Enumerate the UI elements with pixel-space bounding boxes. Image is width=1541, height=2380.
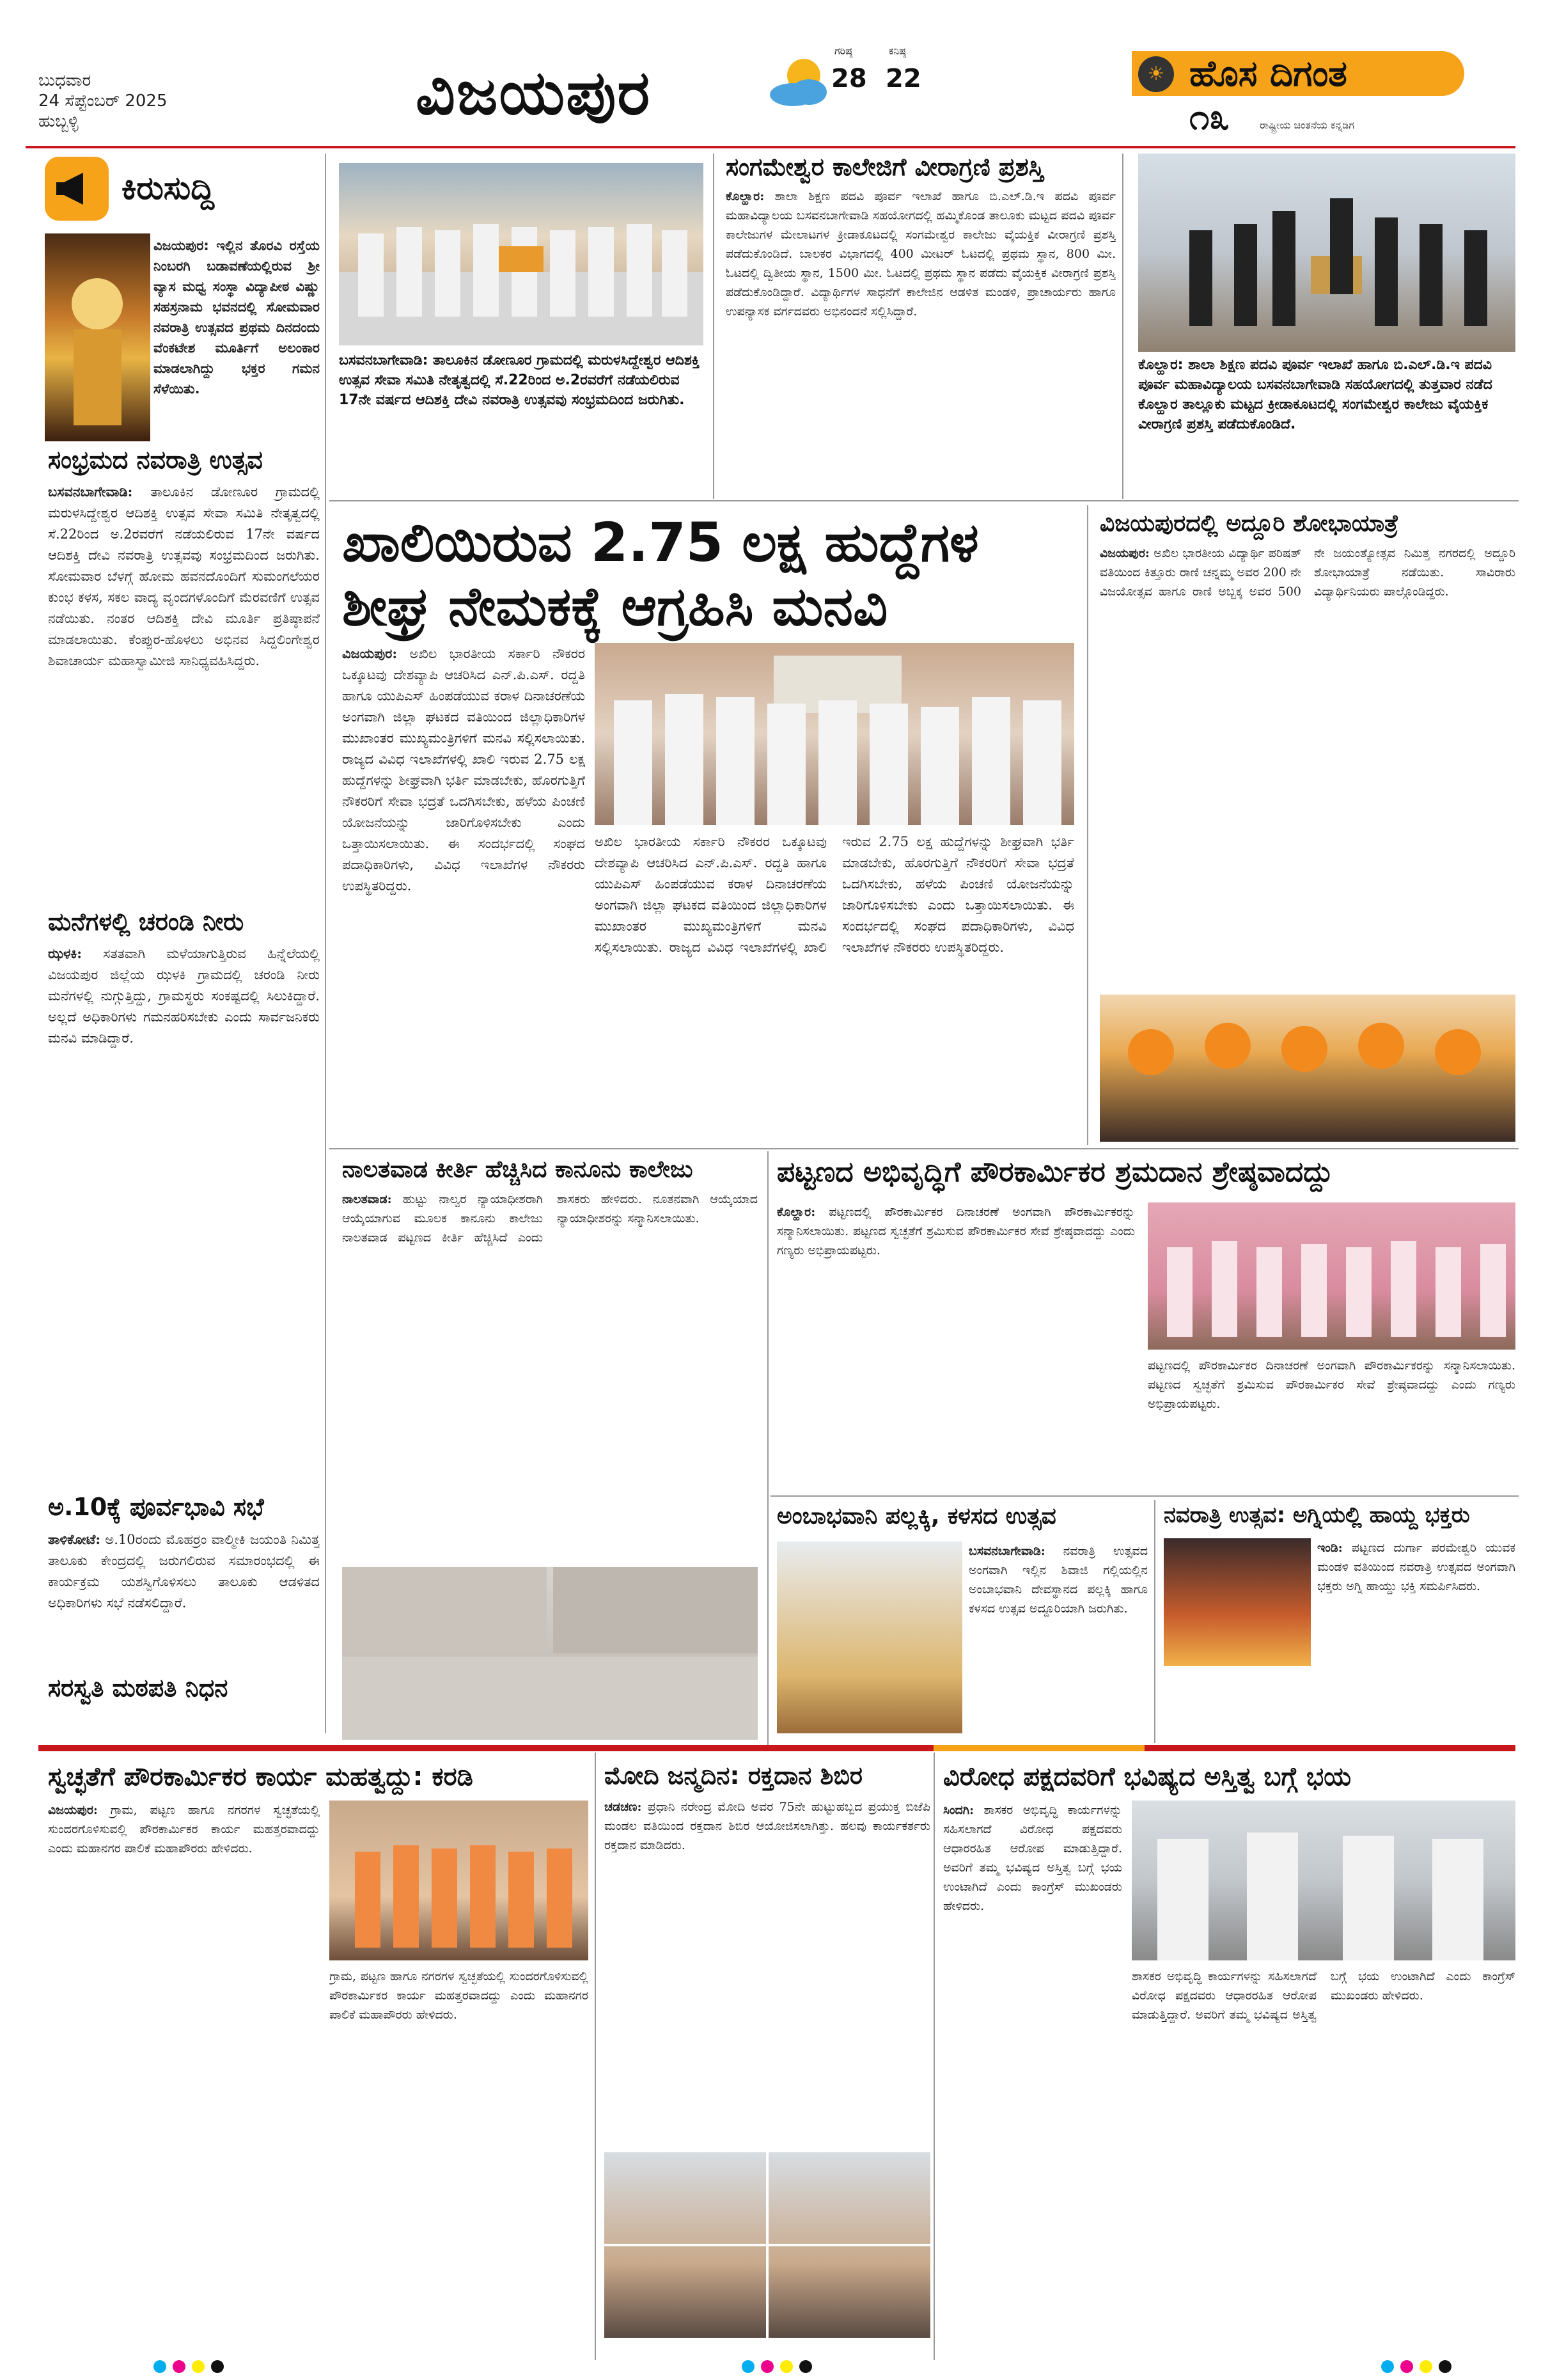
brand-logo-block — [1132, 51, 1490, 141]
section-divider-accent — [934, 1745, 1145, 1751]
masthead-title: ವಿಜಯಪುರ — [416, 56, 652, 129]
pre-meeting-article: ತಾಳಿಕೋಟೆ: ಅ.10ರಂದು ಮೊಹರ್ರಂ ವಾಲ್ಮೀಕಿ ಜಯಂತಿ ನಿಮಿತ್ತ ತಾಲೂಕು ಕೇಂದ್ರದಲ್ಲಿ ಜರುಗಲಿರುವ ಸಮಾರಂಭದಲ್ಲಿ ಈ ಕಾರ್ಯಕ್ರಮ ಯಶಸ್ವಿಗೊಳಿಸಲು ತಾಲೂಕು ಆಡಳಿತದ ಅಧಿಕಾರಿಗಳು ಸಭೆ ನಡೆಸಲಿದ್ದಾರೆ. — [48, 1531, 320, 1611]
cleanliness-article: ವಿಜಯಪುರ: ಗ್ರಾಮ, ಪಟ್ಟಣ ಹಾಗೂ ನಗರಗಳ ಸ್ವಚ್ಛತೆಯಲ್ಲಿ ಸುಂದರಗೊಳಿಸುವಲ್ಲಿ ಪೌರಕಾರ್ಮಿಕರ ಕಾರ್ಯ ಮಹತ್ತರವಾದದ್ದು ಎಂದು ಮಹಾನಗರ ಪಾಲಿಕೆ ಮಹಾಪೌರರು ಹೇಳಿದರು. — [48, 1803, 320, 1856]
page-number: ೧೩ — [1189, 96, 1230, 138]
navaratri-headline: ಸಂಭ್ರಮದ ನವರಾತ್ರಿ ಉತ್ಸವ — [48, 446, 263, 474]
ambabhavani-article: ಬಸವನಬಾಗೇವಾಡಿ: ನವರಾತ್ರಿ ಉತ್ಸವದ ಅಂಗವಾಗಿ ಇಲ್ಲಿನ ಶಿವಾಜಿ ಗಲ್ಲಿಯಲ್ಲಿನ ಅಂಬಾಭವಾನಿ ದೇವಸ್ಥಾನದ ಪಲ್ಲಕ್ಕಿ ಹಾಗೂ ಕಳಸದ ಉತ್ಸವ ಅದ್ದೂರಿಯಾಗಿ ಜರುಗಿತು. — [969, 1544, 1148, 1616]
athletes-caption: ಕೊಲ್ಹಾರ: ಶಾಲಾ ಶಿಕ್ಷಣ ಪದವಿ ಪೂರ್ವ ಇಲಾಖೆ ಹಾಗೂ ಬಿ.ಎಲ್.ಡಿ.ಇ ಪದವಿ ಪೂರ್ವ ಮಹಾವಿದ್ಯಾಲಯ ಬಸವನಬಾಗೇವಾಡಿ ಸಹಯೋಗದಲ್ಲಿ ತುತ್ತವಾರ ನಡೆದ ಕೊಲ್ಹಾರ ತಾಲ್ಲೂಕು ಮಟ್ಟದ ಕ್ರೀಡಾಕೂಟದಲ್ಲಿ ಸಂಗಮೇಶ್ವರ ಕಾಲೇಜು ವೈಯಕ್ತಿಕ ವೀರಾಗ್ರಣಿ ಪ್ರಶಸ್ತಿ ಪಡೆದುಕೊಂಡಿದೆ. — [1138, 357, 1492, 432]
drainage-article: ಝಳಕಿ: ಸತತವಾಗಿ ಮಳೆಯಾಗುತ್ತಿರುವ ಹಿನ್ನೆಲೆಯಲ್ಲಿ ವಿಜಯಪುರ ಜಿಲ್ಲೆಯ ಝಳಕಿ ಗ್ರಾಮದಲ್ಲಿ ಚರಂಡಿ ನೀರು ಮನೆಗಳಲ್ಲಿ ನುಗ್ಗುತ್ತಿದ್ದು, ಗ್ರಾಮಸ್ಥರು ಸಂಕಷ್ಟದಲ್ಲಿ ಸಿಲುಕಿದ್ದಾರೆ. ಅಲ್ಲದೆ ಅಧಿಕಾರಿಗಳು ಗಮನಹರಿಸಬೇಕು ಎಂದು ಸಾರ್ವಜನಿಕರು ಮನವಿ ಮಾಡಿದ್ದಾರೆ. — [48, 945, 320, 1046]
ceremony-caption: ಬಸವನಬಾಗೇವಾಡಿ: ತಾಲೂಕಿನ ಡೋಣೂರ ಗ್ರಾಮದಲ್ಲಿ ಮರುಳಸಿದ್ದೇಶ್ವರ ಆದಿಶಕ್ತಿ ಉತ್ಸವ ಸೇವಾ ಸಮಿತಿ ನೇತೃತ್ವದಲ್ಲಿ ಸೆ.22ರಿಂದ ಅ.2ರವರೆಗೆ ನಡೆಯಲಿರುವ 17ನೇ ವರ್ಷದ ಆದಿಶಕ್ತಿ ದೇವಿ ನವರಾತ್ರಿ ಉತ್ಸವವು ಸಂಭ್ರಮದಿಂದ ಜರುಗಿತು. — [339, 352, 700, 408]
row-divider — [770, 1495, 1519, 1497]
column-divider — [325, 154, 326, 1733]
column-divider — [595, 1753, 596, 2360]
vacancies-article: ವಿಜಯಪುರ: ಅಖಿಲ ಭಾರತೀಯ ಸರ್ಕಾರಿ ನೌಕರರ ಒಕ್ಕೂಟವು ದೇಶವ್ಯಾಪಿ ಆಚರಿಸಿದ ಎನ್.ಪಿ.ಎಸ್. ರದ್ದತಿ ಹಾಗೂ ಯುಪಿಎಸ್ ಹಿಂಪಡೆಯುವ ಕರಾಳ ದಿನಾಚರಣೆಯ ಅಂಗವಾಗಿ ಜಿಲ್ಲಾ ಘಟಕದ ವತಿಯಿಂದ ಜಿಲ್ಲಾಧಿಕಾರಿಗಳ ಮುಖಾಂತರ ಮುಖ್ಯಮಂತ್ರಿಗಳಿಗೆ ಮನವಿ ಸಲ್ಲಿಸಲಾಯಿತು. ರಾಜ್ಯದ ವಿವಿಧ ಇಲಾಖೆಗಳಲ್ಲಿ ಖಾಲಿ ಇರುವ 2.75 ಲಕ್ಷ ಹುದ್ದೆಗಳನ್ನು ಶೀಘ್ರವಾಗಿ ಭರ್ತಿ ಮಾಡಬೇಕು, ಹೊರಗುತ್ತಿಗೆ ನೌಕರರಿಗೆ ಸೇವಾ ಭದ್ರತೆ ಒದಗಿಸಬೇಕು, ಹಳೆಯ ಪಿಂಚಣಿ ಯೋಜನೆಯನ್ನು ಜಾರಿಗೊಳಿಸಬೇಕು ಎಂದು ಒತ್ತಾಯಿಸಲಾಯಿತು. ಈ ಸಂದರ್ಭದಲ್ಲಿ ಸಂಘದ ಪದಾಧಿಕಾರಿಗಳು, ವಿವಿಧ ಇಲಾಖೆಗಳ ನೌಕರರು ಉಪಸ್ಥಿತರಿದ್ದರು. — [342, 645, 585, 894]
pourakarmikas-photo — [1148, 1202, 1515, 1350]
sangameshwar-headline: ಸಂಗಮೇಶ್ವರ ಕಾಲೇಜಿಗೆ ವೀರಾಗ್ರಣಿ ಪ್ರಶಸ್ತಿ — [726, 153, 1044, 181]
cleanliness-article-cont: ಗ್ರಾಮ, ಪಟ್ಟಣ ಹಾಗೂ ನಗರಗಳ ಸ್ವಚ್ಛತೆಯಲ್ಲಿ ಸುಂದರಗೊಳಿಸುವಲ್ಲಿ ಪೌರಕಾರ್ಮಿಕರ ಕಾರ್ಯ ಮಹತ್ತರವಾದದ್ದು ಎಂದು ಮಹಾನಗರ ಪಾಲಿಕೆ ಮಹಾಪೌರರು ಹೇಳಿದರು. — [329, 1969, 588, 2022]
procession-article: ವಿಜಯಪುರ: ಅಖಿಲ ಭಾರತೀಯ ವಿದ್ಯಾರ್ಥಿ ಪರಿಷತ್ ವತಿಯಿಂದ ಕಿತ್ತೂರು ರಾಣಿ ಚನ್ನಮ್ಮ ಅವರ 200 ನೇ ವಿಜಯೋತ್ಸವ ಹಾಗೂ ರಾಣಿ ಅಬ್ಬಕ್ಕ ಅವರ 500 ನೇ ಜಯಂತ್ಯೋತ್ಸವ ನಿಮಿತ್ತ ನಗರದಲ್ಲಿ ಅದ್ದೂರಿ ಶೋಭಾಯಾತ್ರೆ ನಡೆಯಿತು. ಸಾವಿರಾರು ವಿದ್ಯಾರ್ಥಿನಿಯರು ಪಾಲ್ಗೊಂಡಿದ್ದರು. — [1100, 546, 1515, 599]
opposition-article: ಸಿಂದಗಿ: ಶಾಸಕರ ಅಭಿವೃದ್ಧಿ ಕಾರ್ಯಗಳನ್ನು ಸಹಿಸಲಾಗದೆ ವಿರೋಧ ಪಕ್ಷದವರು ಆಧಾರರಹಿತ ಆರೋಪ ಮಾಡುತ್ತಿದ್ದಾರೆ. ಅವರಿಗೆ ತಮ್ಮ ಭವಿಷ್ಯದ ಅಸ್ತಿತ್ವ ಬಗ್ಗೆ ಭಯ ಉಂಟಾಗಿದೆ ಎಂದು ಕಾಂಗ್ರೆಸ್ ಮುಖಂಡರು ಹೇಳಿದರು. — [943, 1803, 1122, 1913]
kirusuddi-header — [45, 157, 320, 227]
vacancies-article-cont: ಅಖಿಲ ಭಾರತೀಯ ಸರ್ಕಾರಿ ನೌಕರರ ಒಕ್ಕೂಟವು ದೇಶವ್ಯಾಪಿ ಆಚರಿಸಿದ ಎನ್.ಪಿ.ಎಸ್. ರದ್ದತಿ ಹಾಗೂ ಯುಪಿಎಸ್ ಹಿಂಪಡೆಯುವ ಕರಾಳ ದಿನಾಚರಣೆಯ ಅಂಗವಾಗಿ ಜಿಲ್ಲಾ ಘಟಕದ ವತಿಯಿಂದ ಜಿಲ್ಲಾಧಿಕಾರಿಗಳ ಮುಖಾಂತರ ಮುಖ್ಯಮಂತ್ರಿಗಳಿಗೆ ಮನವಿ ಸಲ್ಲಿಸಲಾಯಿತು. ರಾಜ್ಯದ ವಿವಿಧ ಇಲಾಖೆಗಳಲ್ಲಿ ಖಾಲಿ ಇರುವ 2.75 ಲಕ್ಷ ಹುದ್ದೆಗಳನ್ನು ಶೀಘ್ರವಾಗಿ ಭರ್ತಿ ಮಾಡಬೇಕು, ಹೊರಗುತ್ತಿಗೆ ನೌಕರರಿಗೆ ಸೇವಾ ಭದ್ರತೆ ಒದಗಿಸಬೇಕು, ಹಳೆಯ ಪಿಂಚಣಿ ಯೋಜನೆಯನ್ನು ಜಾರಿಗೊಳಿಸಬೇಕು ಎಂದು ಒತ್ತಾಯಿಸಲಾಯಿತು. ಈ ಸಂದರ್ಭದಲ್ಲಿ ಸಂಘದ ಪದಾಧಿಕಾರಿಗಳು, ವಿವಿಧ ಇಲಾಖೆಗಳ ನೌಕರರು ಉಪಸ್ಥಿತರಿದ್ದರು. — [595, 834, 1074, 955]
column-divider — [767, 1151, 769, 1746]
cleanliness-headline: ಸ್ವಚ್ಛತೆಗೆ ಪೌರಕಾರ್ಮಿಕರ ಕಾರ್ಯ ಮಹತ್ವದ್ದು: ಕರಡಿ — [48, 1762, 473, 1792]
blood-donation-headline: ಮೋದಿ ಜನ್ಮದಿನ: ರಕ್ತದಾನ ಶಿಬಿರ — [604, 1761, 863, 1790]
fire-walk-article: ಇಂಡಿ: ಪಟ್ಟಣದ ದುರ್ಗಾ ಪರಮೇಶ್ವರಿ ಯುವಕ ಮಂಡಳಿ ವತಿಯಿಂದ ನವರಾತ್ರಿ ಉತ್ಸವದ ಅಂಗವಾಗಿ ಭಕ್ತರು ಅಗ್ನಿ ಹಾಯ್ದು ಭಕ್ತಿ ಸಮರ್ಪಿಸಿದರು. — [1317, 1541, 1515, 1593]
registration-marks — [153, 2360, 224, 2373]
column-divider — [934, 1753, 935, 2360]
pourakarmikas-article: ಕೊಲ್ಹಾರ: ಪಟ್ಟಣದಲ್ಲಿ ಪೌರಕಾರ್ಮಿಕರ ದಿನಾಚರಣೆ ಅಂಗವಾಗಿ ಪೌರಕಾರ್ಮಿಕರನ್ನು ಸನ್ಮಾನಿಸಲಾಯಿತು. ಪಟ್ಟಣದ ಸ್ವಚ್ಛತೆಗೆ ಶ್ರಮಿಸುವ ಪೌರಕಾರ್ಮಿಕರ ಸೇವೆ ಶ್ರೇಷ್ಠವಾದದ್ದು ಎಂದು ಗಣ್ಯರು ಅಭಿಪ್ರಾಯಪಟ್ಟರು. — [777, 1205, 1135, 1257]
brand-tagline: ರಾಷ್ಟ್ರೀಯ ಚಿಂತನೆಯ ಕನ್ನಡಿಗ — [1260, 119, 1355, 131]
megaphone-icon — [45, 157, 109, 221]
pre-meeting-headline: ಅ.10ಕ್ಕೆ ಪೂರ್ವಭಾವಿ ಸಭೆ — [48, 1493, 264, 1521]
blood-donation-photo — [604, 2152, 930, 2338]
brand-name: ಹೊಸ ದಿಗಂತ — [1189, 52, 1347, 95]
pourakarmikas-article-cont: ಪಟ್ಟಣದಲ್ಲಿ ಪೌರಕಾರ್ಮಿಕರ ದಿನಾಚರಣೆ ಅಂಗವಾಗಿ ಪೌರಕಾರ್ಮಿಕರನ್ನು ಸನ್ಮಾನಿಸಲಾಯಿತು. ಪಟ್ಟಣದ ಸ್ವಚ್ಛತೆಗೆ ಶ್ರಮಿಸುವ ಪೌರಕಾರ್ಮಿಕರ ಸೇವೆ ಶ್ರೇಷ್ಠವಾದದ್ದು ಎಂದು ಗಣ್ಯರು ಅಭಿಪ್ರಾಯಪಟ್ಟರು. — [1148, 1359, 1515, 1411]
brand-emblem-icon: ☀ — [1138, 56, 1174, 92]
column-divider — [1154, 1500, 1155, 1743]
min-temp: 22 — [886, 64, 921, 93]
procession-headline: ವಿಜಯಪುರದಲ್ಲಿ ಅದ್ದೂರಿ ಶೋಭಾಯಾತ್ರೆ — [1100, 510, 1399, 537]
pourakarmikas-headline: ಪಟ್ಟಣದ ಅಭಿವೃದ್ಧಿಗೆ ಪೌರಕಾರ್ಮಿಕರ ಶ್ರಮದಾನ ಶ್ರೇಷ್ಠವಾದದ್ದು — [777, 1156, 1333, 1188]
drainage-headline: ಮನೆಗಳಲ್ಲಿ ಚರಂಡಿ ನೀರು — [48, 908, 244, 936]
fire-walk-photo — [1164, 1538, 1311, 1666]
ceremony-photo — [339, 163, 703, 345]
sangameshwar-article: ಕೊಲ್ಹಾರ: ಶಾಲಾ ಶಿಕ್ಷಣ ಪದವಿ ಪೂರ್ವ ಇಲಾಖೆ ಹಾಗೂ ಬಿ.ಎಲ್.ಡಿ.ಇ ಪದವಿ ಪೂರ್ವ ಮಹಾವಿದ್ಯಾಲಯ ಬಸವನಬಾಗೇವಾಡಿ ಸಹಯೋಗದಲ್ಲಿ ಹಮ್ಮಿಕೊಂಡ ತಾಲೂಕು ಮಟ್ಟದ ಪದವಿ ಪೂರ್ವ ಕಾಲೇಜುಗಳ ಮೇಲಾಟಗಳ ಕ್ರೀಡಾಕೂಟದಲ್ಲಿ ಸಂಗಮೇಶ್ವರ ಕಾಲೇಜು ವೈಯಕ್ತಿಕ ವೀರಾಗ್ರಣಿ ಪ್ರಶಸ್ತಿ ಪಡೆದುಕೊಂಡಿದೆ. ಬಾಲಕರ ವಿಭಾಗದಲ್ಲಿ 400 ಮೀಟರ್ ಓಟದಲ್ಲಿ ಪ್ರಥಮ ಸ್ಥಾನ, 800 ಮೀ. ಓಟದಲ್ಲಿ ದ್ವಿತೀಯ ಸ್ಥಾನ, 1500 ಮೀ. ಓಟದಲ್ಲಿ ಪ್ರಥಮ ಸ್ಥಾನ ಪಡೆದು ವೈಯಕ್ತಿಕ ವೀರಾಗ್ರಣಿ ಪ್ರಶಸ್ತಿ ಪಡೆದುಕೊಂಡಿದ್ದಾರೆ. ವಿದ್ಯಾರ್ಥಿಗಳ ಸಾಧನೆಗೆ ಕಾಲೇಜಿನ ಆಡಳಿತ ಮಂಡಳಿ, ಪ್ರಾಚಾರ್ಯರು ಹಾಗೂ ಉಪನ್ಯಾಸಕ ವರ್ಗದವರು ಅಭಿನಂದನೆ ಸಲ್ಲಿಸಿದ್ದಾರೆ. — [726, 189, 1116, 319]
ambabhavani-headline: ಅಂಬಾಭವಾನಿ ಪಲ್ಲಕ್ಕಿ, ಕಳಸದ ಉತ್ಸವ — [777, 1503, 1056, 1529]
law-college-photo — [342, 1567, 758, 1740]
row-divider — [329, 1148, 1519, 1149]
obituary-headline: ಸರಸ್ವತಿ ಮಠಪತಿ ನಿಧನ — [48, 1674, 228, 1702]
opposition-headline: ವಿರೋಧ ಪಕ್ಷದವರಿಗೆ ಭವಿಷ್ಯದ ಅಸ್ತಿತ್ವ ಬಗ್ಗೆ ಭಯ — [943, 1762, 1352, 1792]
deity-photo — [45, 233, 150, 441]
min-label: ಕನಿಷ್ಠ — [889, 45, 906, 57]
opposition-photo — [1132, 1801, 1515, 1960]
procession-photo — [1100, 995, 1515, 1142]
max-temp: 28 — [831, 64, 867, 93]
column-divider — [1122, 154, 1123, 499]
header-divider — [26, 146, 1515, 148]
ambabhavani-photo — [777, 1541, 962, 1733]
registration-marks — [742, 2360, 812, 2373]
city-label: ಹುಬ್ಬಳ್ಳಿ — [38, 112, 79, 131]
vacancies-photo — [595, 643, 1074, 825]
athletes-photo — [1138, 154, 1515, 352]
date-block — [38, 70, 396, 132]
max-label: ಗರಿಷ್ಠ — [834, 45, 852, 57]
kirusuddi-text: ವಿಜಯಪುರ: ಇಲ್ಲಿನ ತೊರವಿ ರಸ್ತೆಯ ನಿಂಬರಗಿ ಬಡಾವಣೆಯಲ್ಲಿರುವ ಶ್ರೀ ವ್ಯಾಸ ಮಧ್ವ ಸಂಸ್ಥಾ ವಿದ್ಯಾಪೀಠ ವಿಷ್ಣು ಸಹಸ್ರನಾಮ ಭವನದಲ್ಲಿ ಸೋಮವಾರ ನವರಾತ್ರಿ ಉತ್ಸವದ ಪ್ರಥಮ ದಿನದಂದು ವೆಂಕಟೇಶ ಮೂರ್ತಿಗೆ ಅಲಂಕಾರ ಮಾಡಲಾಗಿದ್ದು ಭಕ್ತರ ಗಮನ ಸೆಳೆಯಿತು. — [153, 238, 320, 397]
law-college-article: ನಾಲತವಾಡ: ಹುಟ್ಟು ನಾಲ್ವರ ನ್ಯಾಯಾಧೀಶರಾಗಿ ಆಯ್ಕೆಯಾಗುವ ಮೂಲಕ ಕಾನೂನು ಕಾಲೇಜು ನಾಲತವಾಡ ಪಟ್ಟಣದ ಕೀರ್ತಿ ಹೆಚ್ಚಿಸಿದೆ ಎಂದು ಶಾಸಕರು ಹೇಳಿದರು. ನೂತನವಾಗಿ ಆಯ್ಕೆಯಾದ ನ್ಯಾಯಾಧೀಶರನ್ನು ಸನ್ಮಾನಿಸಲಾಯಿತು. — [342, 1192, 758, 1245]
fire-walk-headline: ನವರಾತ್ರಿ ಉತ್ಸವ: ಅಗ್ನಿಯಲ್ಲಿ ಹಾಯ್ದ ಭಕ್ತರು — [1164, 1502, 1470, 1528]
column-divider — [1087, 505, 1088, 1145]
law-college-headline: ನಾಲತವಾಡ ಕೀರ್ತಿ ಹೆಚ್ಚಿಸಿದ ಕಾನೂನು ಕಾಲೇಜು — [342, 1156, 693, 1183]
vacancies-headline: ಖಾಲಿಯಿರುವ 2.75 ಲಕ್ಷ ಹುದ್ದೆಗಳ ಶೀಘ್ರ ನೇಮಕಕ್ಕೆ ಆಗ್ರಹಿಸಿ ಮನವಿ — [342, 511, 979, 638]
date-label: 24 ಸೆಪ್ಟೆಂಬರ್ 2025 — [38, 91, 168, 111]
navaratri-article: ಬಸವನಬಾಗೇವಾಡಿ: ತಾಲೂಕಿನ ಡೋಣೂರ ಗ್ರಾಮದಲ್ಲಿ ಮರುಳಸಿದ್ದೇಶ್ವರ ಆದಿಶಕ್ತಿ ಉತ್ಸವ ಸೇವಾ ಸಮಿತಿ ನೇತೃತ್ವದಲ್ಲಿ ಸೆ.22ರಿಂದ ಅ.2ರವರೆಗೆ ನಡೆಯಲಿರುವ 17ನೇ ವರ್ಷದ ಆದಿಶಕ್ತಿ ದೇವಿ ನವರಾತ್ರಿ ಉತ್ಸವವು ಸಂಭ್ರಮದಿಂದ ಜರುಗಿತು. ಸೋಮವಾರ ಬೆಳಗ್ಗೆ ಹೋಮ ಹವನದೊಂದಿಗೆ ಸುಮಂಗಲೆಯರ ಕುಂಭ ಕಳಸ, ಸಕಲ ವಾದ್ಯ ವೃಂದಗಳೊಂದಿಗೆ ಮೆರವಣಿಗೆ ಉತ್ಸವ ನಡೆಯಿತು. ನಂತರ ಆದಿಶಕ್ತಿ ದೇವಿ ಮೂರ್ತಿ ಪ್ರತಿಷ್ಠಾಪನೆ ಮಾಡಲಾಯಿತು. ಕೆಂಪ್ಪುರ-ಹೊಳಲು ಅಭಿನವ ಸಿದ್ದಲಿಂಗೇಶ್ವರ ಶಿವಾಚಾರ್ಯ ಮಹಾಸ್ವಾಮೀಜಿ ಸಾನಿಧ್ಯವಹಿಸಿದ್ದರು. — [48, 484, 320, 668]
row-divider — [329, 500, 1519, 501]
opposition-article-cont: ಶಾಸಕರ ಅಭಿವೃದ್ಧಿ ಕಾರ್ಯಗಳನ್ನು ಸಹಿಸಲಾಗದೆ ವಿರೋಧ ಪಕ್ಷದವರು ಆಧಾರರಹಿತ ಆರೋಪ ಮಾಡುತ್ತಿದ್ದಾರೆ. ಅವರಿಗೆ ತಮ್ಮ ಭವಿಷ್ಯದ ಅಸ್ತಿತ್ವ ಬಗ್ಗೆ ಭಯ ಉಂಟಾಗಿದೆ ಎಂದು ಕಾಂಗ್ರೆಸ್ ಮುಖಂಡರು ಹೇಳಿದರು. — [1132, 1969, 1515, 2022]
column-divider — [713, 154, 714, 499]
blood-donation-article: ಚಡಚಣ: ಪ್ರಧಾನಿ ನರೇಂದ್ರ ಮೋದಿ ಅವರ 75ನೇ ಹುಟ್ಟುಹಬ್ಬದ ಪ್ರಯುಕ್ತ ಬಿಜೆಪಿ ಮಂಡಲ ವತಿಯಿಂದ ರಕ್ತದಾನ ಶಿಬಿರ ಆಯೋಜಿಸಲಾಗಿತ್ತು. ಹಲವು ಕಾರ್ಯಕರ್ತರು ರಕ್ತದಾನ ಮಾಡಿದರು. — [604, 1800, 930, 1852]
section-divider — [38, 1745, 1515, 1751]
cleanliness-photo — [329, 1801, 588, 1960]
kirusuddi-label: ಕಿರುಸುದ್ದಿ — [121, 169, 215, 207]
cloud-sun-icon — [764, 51, 834, 115]
registration-marks — [1381, 2360, 1451, 2373]
weather-widget — [764, 45, 930, 122]
day-label: ಬುಧವಾರ — [38, 71, 91, 90]
